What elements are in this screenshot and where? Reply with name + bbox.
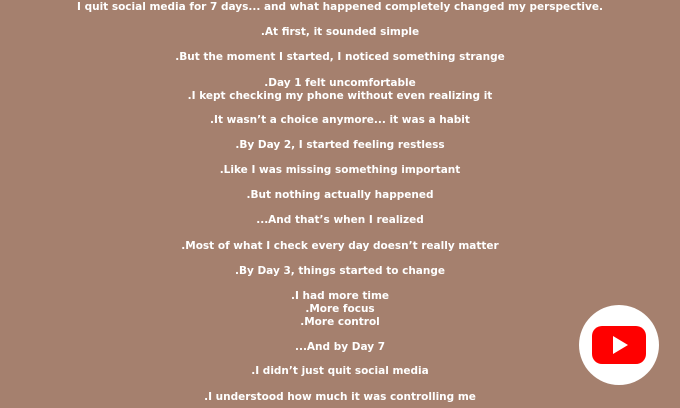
caption-line: .It wasn’t a choice anymore... it was a habit <box>210 114 470 126</box>
caption-line: ...And that’s when I realized <box>256 214 424 226</box>
caption-line: .Most of what I check every day doesn’t really matter <box>181 240 499 252</box>
caption-line: .More control <box>300 316 380 328</box>
caption-line: .I kept checking my phone without even realizing it <box>187 90 493 102</box>
caption-line: .At first, it sounded simple <box>260 26 420 38</box>
caption-line: .By Day 3, things started to change <box>234 265 446 277</box>
caption-line: .More focus <box>305 303 375 315</box>
caption-line: .Day 1 felt uncomfortable <box>264 77 416 89</box>
youtube-button[interactable] <box>579 305 659 385</box>
caption-line: .Like I was missing something important <box>219 164 461 176</box>
caption-line: ...And by Day 7 <box>294 341 386 353</box>
caption-line: .But nothing actually happened <box>246 189 434 201</box>
caption-line: .By Day 2, I started feeling restless <box>235 139 445 151</box>
caption-line-title: I quit social media for 7 days... and what happened completely changed my perspective. <box>77 1 603 13</box>
youtube-play-icon <box>592 326 646 364</box>
caption-line: .I didn’t just quit social media <box>251 365 429 377</box>
caption-line: .I understood how much it was controlling me <box>204 391 476 403</box>
caption-line: .I had more time <box>290 290 390 302</box>
caption-line: .But the moment I started, I noticed something strange <box>175 51 505 63</box>
